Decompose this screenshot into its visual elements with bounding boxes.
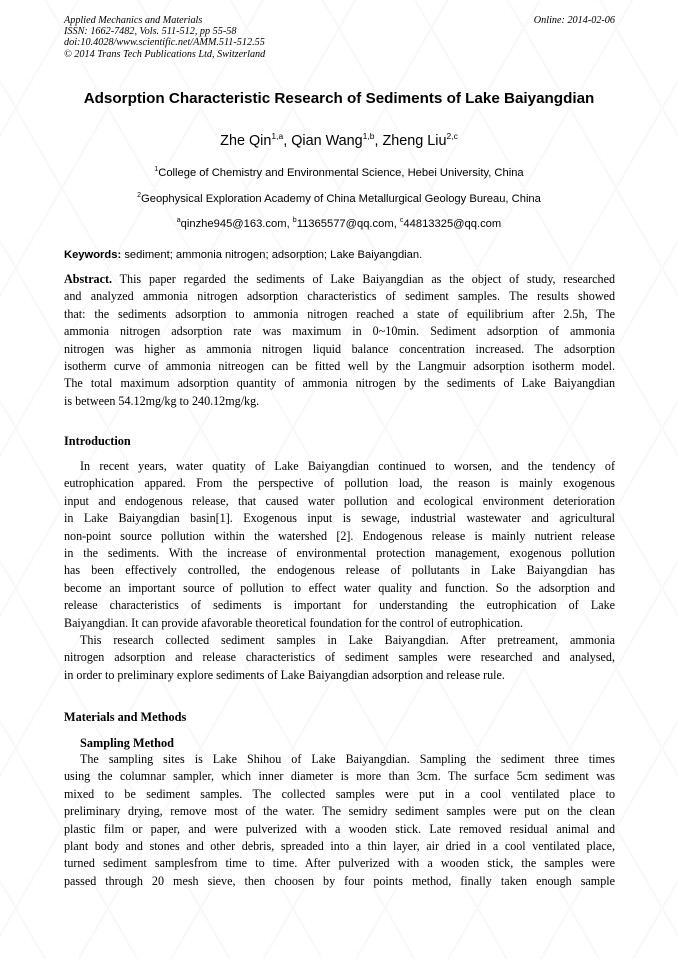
subsection-heading-sampling: Sampling Method (80, 736, 174, 750)
author-name: Zheng Liu (382, 133, 447, 149)
paper-title: Adsorption Characteristic Research of Sediments of Lake Baiyangdian (83, 90, 595, 107)
author-sup: 1,a (271, 131, 284, 141)
keywords-label: Keywords: (64, 249, 122, 261)
email-link[interactable]: qinzhe945@163.com (180, 218, 287, 230)
abstract-label: Abstract. (64, 272, 113, 286)
methods-body: The sampling sites is Lake Shihou of Lake Baiyangdian. Sampling the sediment three times using the columnar sampler, which inner diameter is more than 3cm. The surface 5cm sediment was mixed to be sediment samples. The collected samples were put in a cool ventilated place to preliminary drying, remove most of the water. The semidry sediment samples were put on the clean plastic film or paper, and were pulverized with a wooden stick. Late removed residual animal and plant body and stones and other debris, spreaded into a thin layer, air dried in a cool ventilated place, turned sediment samplesfrom time to time. After pulverized with a wooden stick, the samples were passed through 20 mesh sieve, then choosen by four points method, finally taken enough sample (64, 752, 615, 888)
issn-line: ISSN: 1662-7482, Vols. 511-512, pp 55-58 (64, 26, 237, 38)
introduction-body: In recent years, water quatity of Lake Baiyangdian continued to worsen, and the tendency of eutrophication appared. From the perspective of pollution load, the reason is mainly exogenous input and endogenous release, that caused water pollution and ecological environment deterioration in Lake Baiyangdian basin[1]. Exogenous input is sewage, industrial wastewater and agricultural non-point source pollution within the watershed [2]. Endogenous release is mainly nutrient release in the sediments. With the increase of environmental protection management, exogenous pollution has been effectively controlled, the endogenous release of pollutants in Lake Baiyangdian has become an important source of pollution to effect water quality and function. So the adsorption and release characteristics of sediments is important for understanding the eutrophication of Lake Baiyangdian. It can provide afavorable theoretical foundation for the control of eutrophication. This research collected sediment samples in Lake Baiyangdian. After pretreament, ammonia nitrogen adsorption and release characteristics of sediment samples were researched and analysed, in order to preliminary explore sediments of Lake Baiyangdian adsorption and release rule. (64, 459, 615, 682)
online-date: Online: 2014-02-06 (533, 15, 615, 26)
email-link[interactable]: 11365577@qq.com (296, 218, 394, 230)
author-list: Zhe Qin$^{1,a}$, Qian Wang$^{1,b}$, Zheng Liu$^{2,c}$ (220, 131, 458, 149)
affiliation-1: $^1$College of Chemistry and Environmental Science, Hebei University, China (154, 166, 524, 179)
journal-header (64, 15, 615, 60)
author-name: Zhe Qin (220, 133, 272, 149)
author-name: Qian Wang (291, 133, 363, 149)
author-sup: 1,b (362, 131, 375, 141)
doi-line: doi:10.4028/www.scientific.net/AMM.511-512.55 (64, 37, 265, 49)
email-list: $^a$qinzhe945@163.com, $^b$11365577@qq.com, $^c$44813325@qq.com (176, 217, 502, 230)
abstract: Abstract. This paper regarded the sediments of Lake Baiyangdian as the object of study, researched and analyzed ammonia nitrogen adsorption characteristics of sediment samples. The results showed that: the sediments adsorption to ammonia nitrogen reached a state of equilibrium after 2.5h, The ammonia nitrogen adsorption rate was maximum in 0~10min. Sediment adsorption of ammonia nitrogen was higher as ammonia nitrogen liquid balance concentration increased. The adsorption isotherm curve of ammonia nitreogen can be fitted well by the Langmuir adsorption isotherm model. The total maximum adsorption quantity of ammonia nitrogen by the sediments of Lake Baiyangdian is between 54.12mg/kg to 240.12mg/kg. (64, 272, 615, 408)
copyright-line: © 2014 Trans Tech Publications Ltd, Switzerland (64, 48, 266, 60)
author-sup: 2,c (446, 131, 458, 141)
affiliation-2: $^2$Geophysical Exploration Academy of China Metallurgical Geology Bureau, China (137, 192, 541, 205)
email-link[interactable]: 44813325@qq.com (403, 218, 502, 230)
section-heading-methods: Materials and Methods (64, 710, 187, 724)
journal-name: Applied Mechanics and Materials (64, 15, 203, 26)
keywords-text: sediment; ammonia nitrogen; adsorption; Lake Baiyangdian. (124, 249, 423, 261)
section-heading-introduction: Introduction (64, 434, 131, 448)
keywords (64, 249, 615, 261)
